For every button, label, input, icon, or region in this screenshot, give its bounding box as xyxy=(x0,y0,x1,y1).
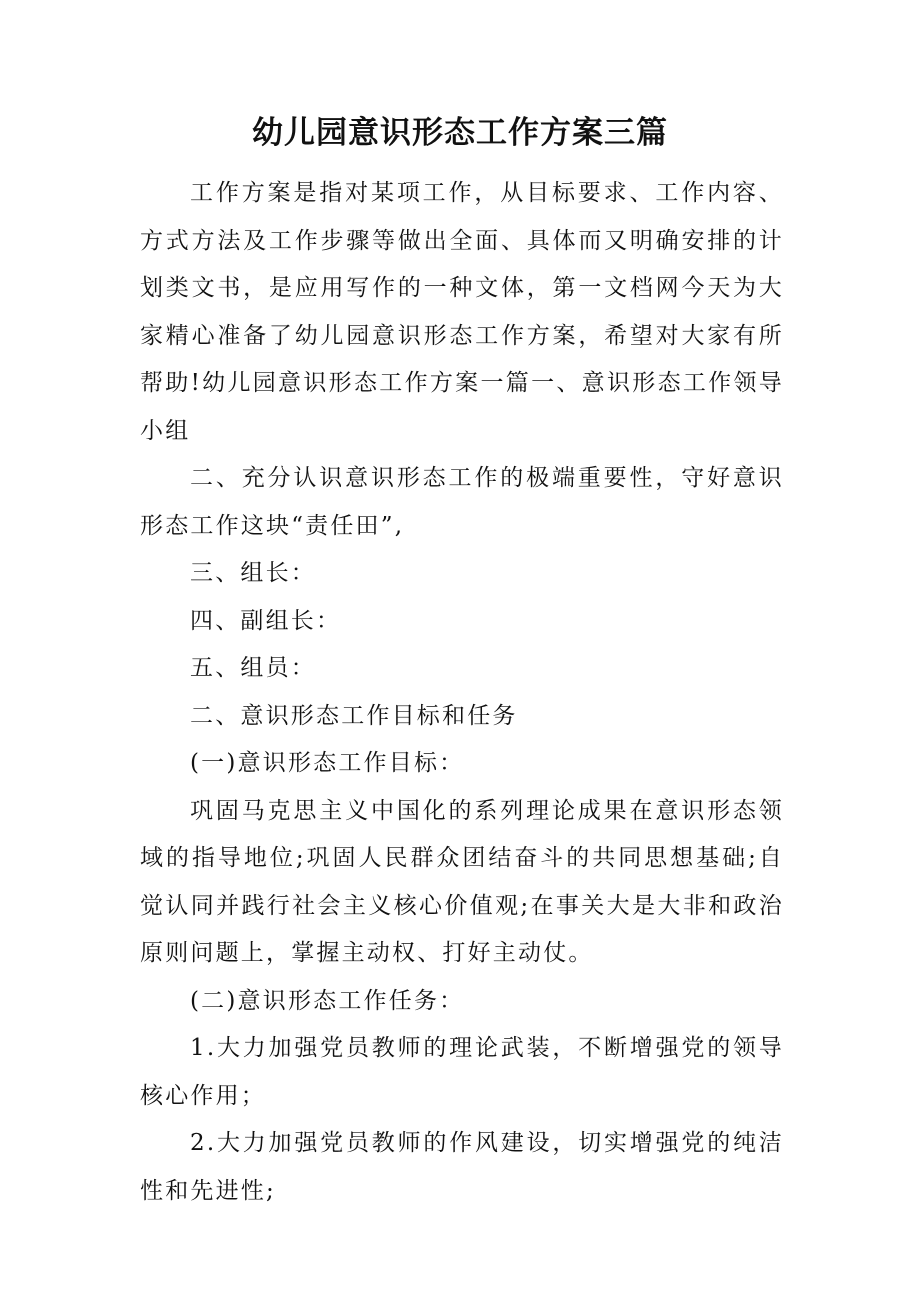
paragraph-task-1: 1.大力加强党员教师的理论武装，不断增强党的领导核心作用； xyxy=(140,1035,784,1109)
document-title: 幼儿园意识形态工作方案三篇 xyxy=(252,115,668,151)
document-body xyxy=(140,170,784,1215)
paragraph-importance: 二、充分认识意识形态工作的极端重要性，守好意识形态工作这块“责任田”, xyxy=(140,465,784,539)
paragraph-deputy-leader: 四、副组长： xyxy=(190,607,342,634)
paragraph-goals-heading: 二、意识形态工作目标和任务 xyxy=(190,702,518,729)
paragraph-tasks-subheading: (二)意识形态工作任务： xyxy=(190,987,465,1014)
paragraph-goals-subheading: (一)意识形态工作目标： xyxy=(190,750,465,776)
paragraph-task-2: 2.大力加强党员教师的作风建设，切实增强党的纯洁性和先进性; xyxy=(140,1130,784,1204)
paragraph-intro: 工作方案是指对某项工作，从目标要求、工作内容、方式方法及工作步骤等做出全面、具体而又明确安排的计划类文书，是应用写作的一种文体，第一文档网今天为大家精心准备了幼儿园意识形态工作方案，希望对大家有所帮助!幼儿园意识形态工作方案一篇一、意识形态工作领导小组 xyxy=(140,180,784,444)
paragraph-leader: 三、组长： xyxy=(190,560,316,586)
paragraph-goals-text: 巩固马克思主义中国化的系列理论成果在意识形态领域的指导地位;巩固人民群众团结奋斗的共同思想基础;自觉认同并践行社会主义核心价值观;在事关大是大非和政治原则问题上，掌握主动权、打好主动仗。 xyxy=(140,797,784,966)
paragraph-members: 五、组员： xyxy=(190,655,316,681)
